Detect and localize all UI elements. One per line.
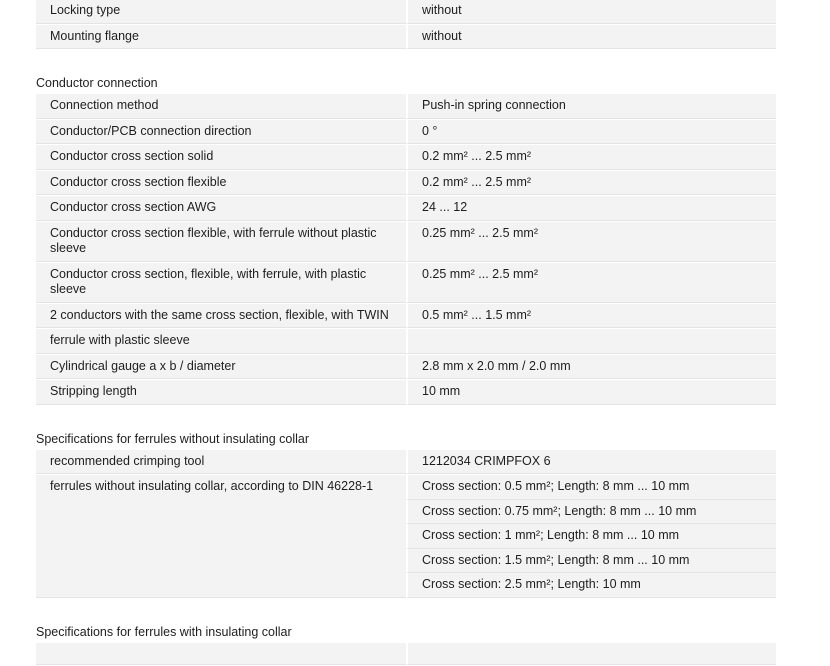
spec-row [36, 263, 776, 304]
spec-label: recommended crimping tool [36, 450, 406, 475]
spec-table [36, 0, 776, 666]
spec-value: 10 mm [406, 380, 776, 405]
spec-value: Cross section: 2.5 mm²; Length: 10 mm [406, 573, 776, 598]
spec-values [406, 475, 776, 598]
spec-row [36, 0, 776, 25]
spec-label: Conductor cross section flexible, with ferrule without plastic sleeve [36, 222, 406, 262]
spec-label: ferrule with plastic sleeve [36, 329, 406, 354]
spec-label: Stripping length [36, 380, 406, 405]
spec-label: Connection method [36, 94, 406, 119]
spec-value: 0.5 mm² ... 1.5 mm² [406, 304, 776, 329]
spec-label: Conductor cross section AWG [36, 196, 406, 221]
section-title: Conductor connection [36, 76, 158, 90]
spec-values [406, 380, 776, 405]
spec-label: Cylindrical gauge a x b / diameter [36, 355, 406, 380]
spec-values [406, 263, 776, 303]
spec-label: ferrules without insulating collar, according to DIN 46228-1 [36, 475, 406, 598]
spec-value [406, 329, 776, 354]
spec-label: Conductor cross section flexible [36, 171, 406, 196]
spec-label: Conductor cross section, flexible, with ferrule, with plastic sleeve [36, 263, 406, 303]
spec-row [36, 120, 776, 146]
spec-row [36, 94, 776, 120]
spec-value: Cross section: 1 mm²; Length: 8 mm ... 10 mm [406, 524, 776, 549]
spec-row [36, 643, 776, 666]
spec-row [36, 380, 776, 406]
spec-label: Conductor/PCB connection direction [36, 120, 406, 145]
spec-values [406, 329, 776, 354]
section-title: Specifications for ferrules without insulating collar [36, 431, 310, 446]
spec-label [36, 643, 406, 665]
spec-row [36, 25, 776, 51]
spec-value: without [406, 25, 776, 50]
spec-row [36, 222, 776, 263]
spec-section [36, 418, 776, 599]
section-title: Specifications for ferrules with insulating collar [36, 624, 292, 639]
spec-row [36, 329, 776, 355]
spec-row [36, 145, 776, 171]
spec-values [406, 643, 776, 665]
spec-value: 0.25 mm² ... 2.5 mm² [406, 263, 776, 303]
spec-value: 2.8 mm x 2.0 mm / 2.0 mm [406, 355, 776, 380]
spec-values [406, 94, 776, 119]
spec-value: Cross section: 1.5 mm²; Length: 8 mm ... 10 mm [406, 549, 776, 574]
spec-values [406, 145, 776, 170]
spec-value: without [406, 0, 776, 24]
spec-row [36, 196, 776, 222]
spec-values [406, 0, 776, 24]
spec-section [36, 611, 776, 666]
spec-value: 0.25 mm² ... 2.5 mm² [406, 222, 776, 262]
spec-values [406, 222, 776, 262]
spec-value: 24 ... 12 [406, 196, 776, 221]
spec-values [406, 196, 776, 221]
spec-label: 2 conductors with the same cross section, flexible, with TWIN [36, 304, 406, 329]
spec-value: Push-in spring connection [406, 94, 776, 119]
spec-label: Mounting flange [36, 25, 406, 50]
spec-values [406, 450, 776, 475]
spec-row [36, 355, 776, 381]
spec-section [36, 62, 776, 406]
spec-values [406, 355, 776, 380]
spec-values [406, 304, 776, 329]
spec-section [36, 0, 776, 50]
spec-label: Conductor cross section solid [36, 145, 406, 170]
spec-value: 0.2 mm² ... 2.5 mm² [406, 171, 776, 196]
spec-row [36, 450, 776, 476]
spec-value: 0.2 mm² ... 2.5 mm² [406, 145, 776, 170]
spec-value [406, 643, 776, 665]
spec-value: 0 ° [406, 120, 776, 145]
spec-values [406, 120, 776, 145]
spec-value: 1212034 CRIMPFOX 6 [406, 450, 776, 475]
spec-row [36, 171, 776, 197]
spec-row [36, 304, 776, 330]
spec-label: Locking type [36, 0, 406, 24]
spec-row [36, 475, 776, 599]
spec-value: Cross section: 0.75 mm²; Length: 8 mm ... 10 mm [406, 500, 776, 525]
spec-values [406, 171, 776, 196]
spec-value: Cross section: 0.5 mm²; Length: 8 mm ... 10 mm [406, 475, 776, 500]
spec-values [406, 25, 776, 50]
